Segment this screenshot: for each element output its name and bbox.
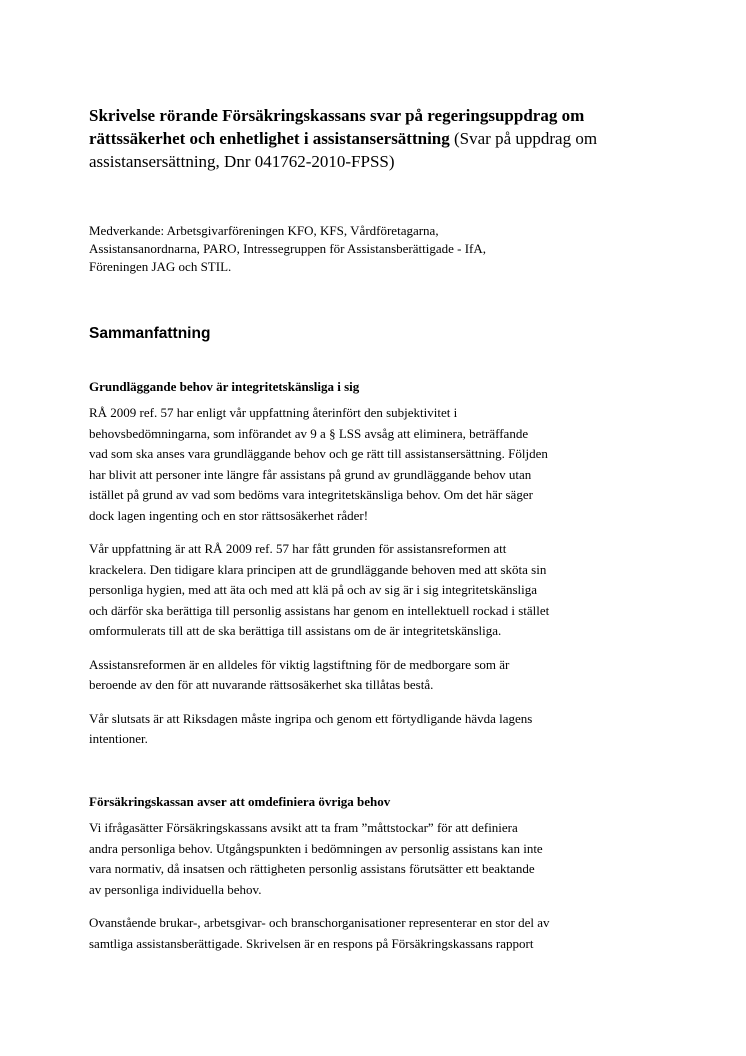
text-line: vad som ska anses vara grundläggande behov och ge rätt till assistansersättning. Följden	[89, 446, 548, 461]
subsection-heading: Grundläggande behov är integritetskänsliga i sig	[89, 379, 360, 394]
subsection-heading: Försäkringskassan avser att omdefiniera övriga behov	[89, 794, 391, 809]
subsection-basic-needs	[89, 377, 649, 763]
title-bold-line-2: rättssäkerhet och enhetlighet i assistansersättning	[89, 129, 450, 148]
text-line: vara normativ, då insatsen och rättigheten personlig assistans förutsätter ett beaktande	[89, 861, 535, 876]
text-line: Assistansreformen är en alldeles för viktig lagstiftning för de medborgare som är	[89, 656, 510, 672]
participants-line: Föreningen JAG och STIL.	[89, 259, 232, 274]
text-line: istället på grund av vad som bedöms vara integritetskänsliga behov. Om det här säger	[89, 487, 533, 502]
paragraph	[89, 655, 649, 696]
title-normal-line-3: assistansersättning, Dnr 041762-2010-FPSS)	[89, 152, 395, 171]
paragraph	[89, 818, 649, 900]
text-line: Vår uppfattning är att RÅ 2009 ref. 57 har fått grunden för assistansreformen att	[89, 541, 507, 556]
paragraph	[89, 403, 649, 526]
text-line: har blivit att personer inte längre får assistans på grund av grundläggande behov utan	[89, 466, 532, 482]
text-line: intentioner.	[89, 731, 148, 746]
text-line: Vi ifrågasätter Försäkringskassans avsikt att ta fram ”måttstockar” för att definiera	[89, 820, 518, 835]
text-line: Ovanstående brukar-, arbetsgivar- och branschorganisationer representerar en stor del av	[89, 915, 550, 930]
text-line: samtliga assistansberättigade. Skrivelsen är en respons på Försäkringskassans rapport	[89, 935, 534, 951]
title-normal-line-2: (Svar på uppdrag om	[449, 129, 598, 148]
participants-list	[89, 222, 569, 276]
text-line: och därför ska berättiga till personlig assistans har genom en intellektuell rockad i stället	[89, 602, 550, 618]
text-line: RÅ 2009 ref. 57 har enligt vår uppfattning återinfört den subjektivitet i	[89, 405, 458, 420]
paragraph	[89, 709, 649, 750]
section-heading-summary: Sammanfattning	[89, 325, 211, 342]
text-line: behovsbedömningarna, som införandet av 9 a § LSS avsåg att eliminera, beträffande	[89, 425, 529, 441]
subsection-other-needs	[89, 792, 649, 967]
title-bold-line-1: Skrivelse rörande Försäkringskassans svar på regeringsuppdrag om	[89, 106, 585, 125]
text-line: andra personliga behov. Utgångspunkten i bedömningen av personlig assistans kan inte	[89, 840, 543, 856]
paragraph	[89, 539, 649, 642]
text-line: personliga hygien, med att äta och med att klä på och av sig är i sig integritetskänsliga	[89, 582, 538, 597]
text-line: omformulerats till att de ska berättiga till assistans om de är integritetskänsliga.	[89, 623, 502, 638]
text-line: beroende av den för att nuvarande rättsosäkerhet ska tillåtas bestå.	[89, 677, 434, 692]
text-line: Vår slutsats är att Riksdagen måste ingripa och genom ett förtydligande hävda lagens	[89, 710, 533, 726]
participants-line: Medverkande: Arbetsgivarföreningen KFO, KFS, Vårdföretagarna,	[89, 223, 439, 238]
text-line: av personliga individuella behov.	[89, 881, 262, 897]
text-line: dock lagen ingenting och en stor rättsosäkerhet råder!	[89, 507, 369, 523]
document-title	[89, 104, 649, 173]
participants-line: Assistansanordnarna, PARO, Intressegruppen för Assistansberättigade - IfA,	[89, 241, 487, 256]
text-line: krackelera. Den tidigare klara principen att de grundläggande behoven med att sköta sin	[89, 561, 547, 577]
paragraph	[89, 913, 649, 954]
